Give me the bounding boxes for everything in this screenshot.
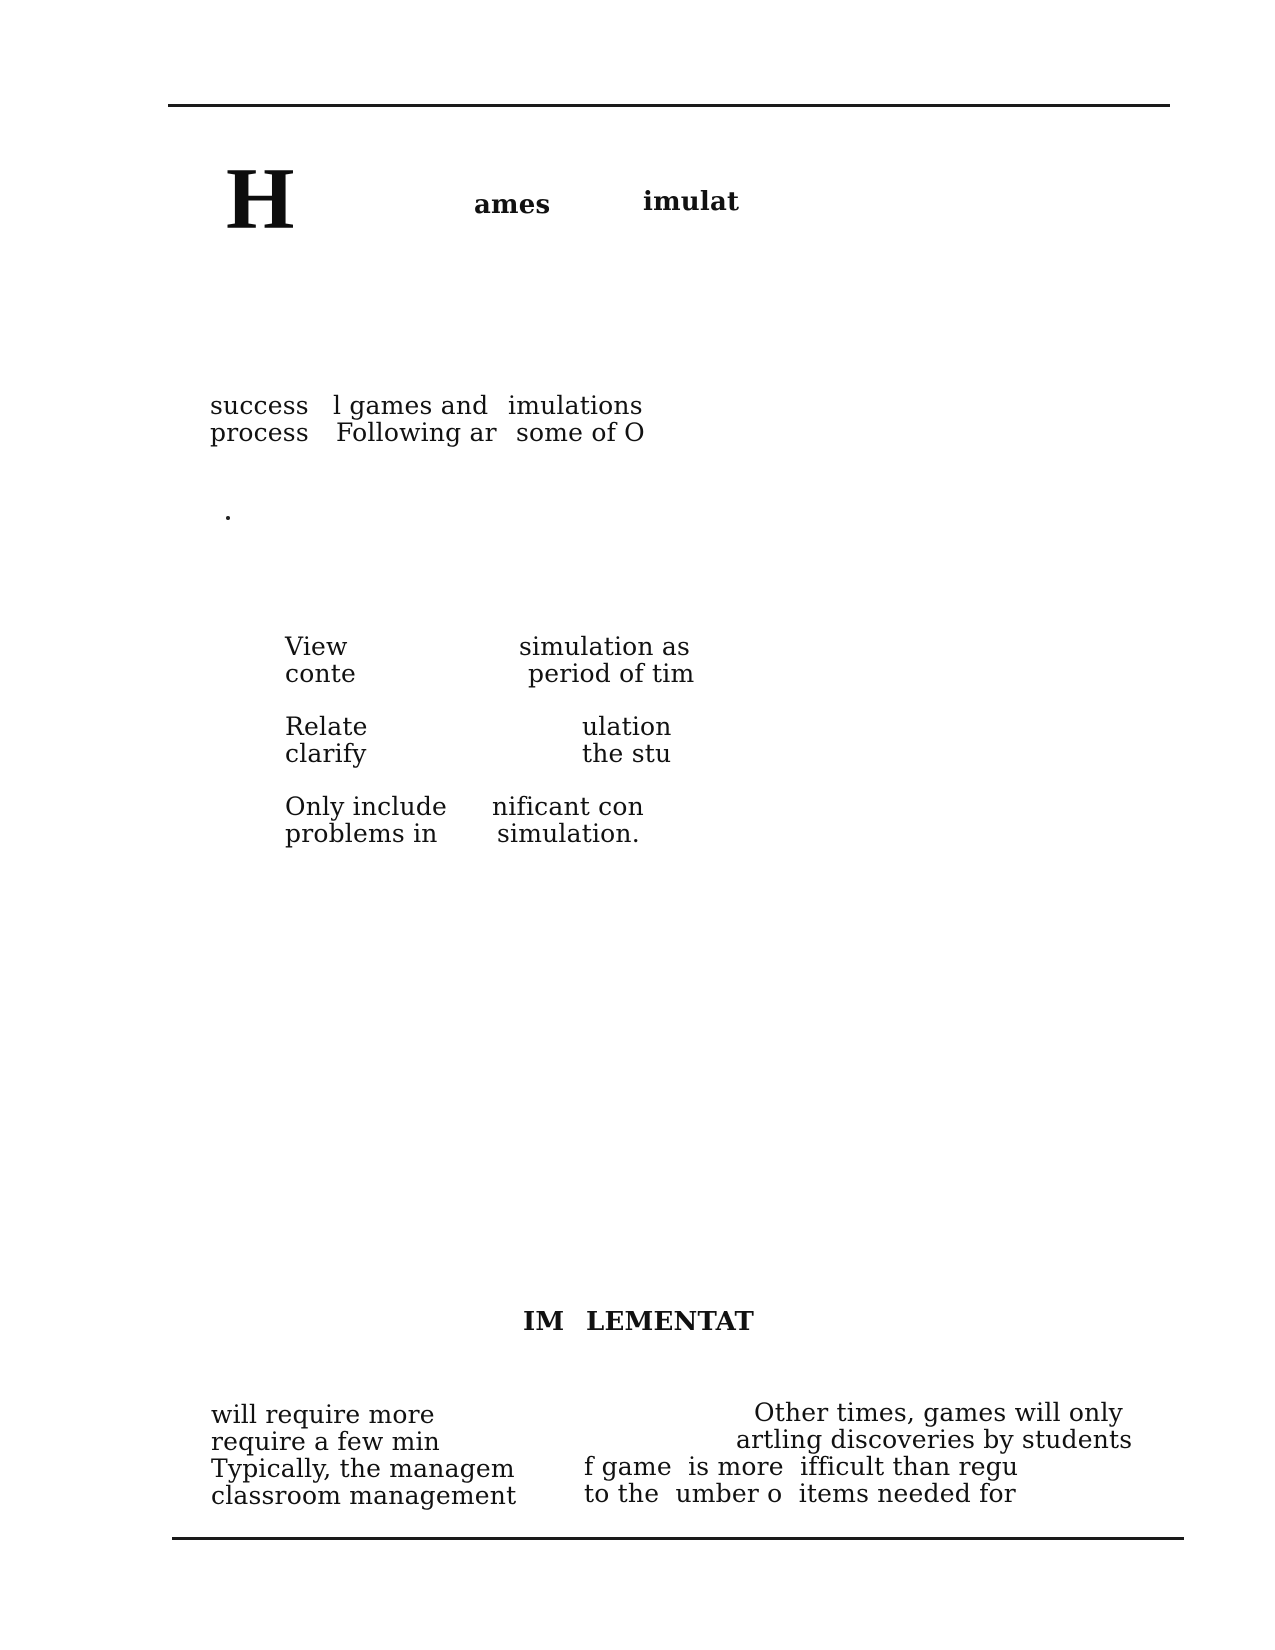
impl-right-line3: f game is more ifficult than regu [584,1452,1019,1481]
intro-col3-line1: imulations [508,391,643,420]
impl-left-line2: require a few min [211,1427,440,1456]
guideline-1-left-line1: View [285,632,348,661]
impl-right-line1: Other times, games will only [754,1398,1123,1427]
intro-col2-line1: l games and [333,391,489,420]
guideline-2-left-line2: clarify [285,739,367,768]
intro-col2-line2: Following ar [336,418,497,447]
guideline-2-right-line2: the stu [582,739,672,768]
section-heading-part1: IM [523,1307,565,1337]
guideline-3-right-line1: nificant con [492,792,644,821]
title-word-games: ames [474,190,551,220]
guideline-3-right-line2: simulation. [497,819,640,848]
section-heading-part2: LEMENTAT [586,1307,755,1337]
intro-col1-line1: success [210,391,309,420]
intro-col1-line2: process [210,418,309,447]
guideline-2-right-line1: ulation [582,712,672,741]
title-word-simulations: imulat [643,187,740,217]
impl-right-line2: artling discoveries by students [736,1425,1133,1454]
guideline-3-left-line1: Only include [285,792,448,821]
bottom-rule [172,1537,1184,1540]
guideline-3-left-line2: problems in [285,819,438,848]
impl-left-line3: Typically, the managem [211,1454,515,1483]
guideline-1-left-line2: conte [285,659,356,688]
title-dropcap: H [226,151,295,248]
top-rule [168,104,1170,107]
guideline-2-left-line1: Relate [285,712,368,741]
guideline-1-right-line1: simulation as [519,632,691,661]
guideline-1-right-line2: period of tim [528,659,695,688]
bullet-dot [226,516,230,520]
intro-col3-line2: some of O [516,418,645,447]
impl-right-line4: to the umber o items needed for [584,1479,1016,1508]
impl-left-line1: will require more [211,1400,435,1429]
impl-left-line4: classroom management [211,1481,517,1510]
